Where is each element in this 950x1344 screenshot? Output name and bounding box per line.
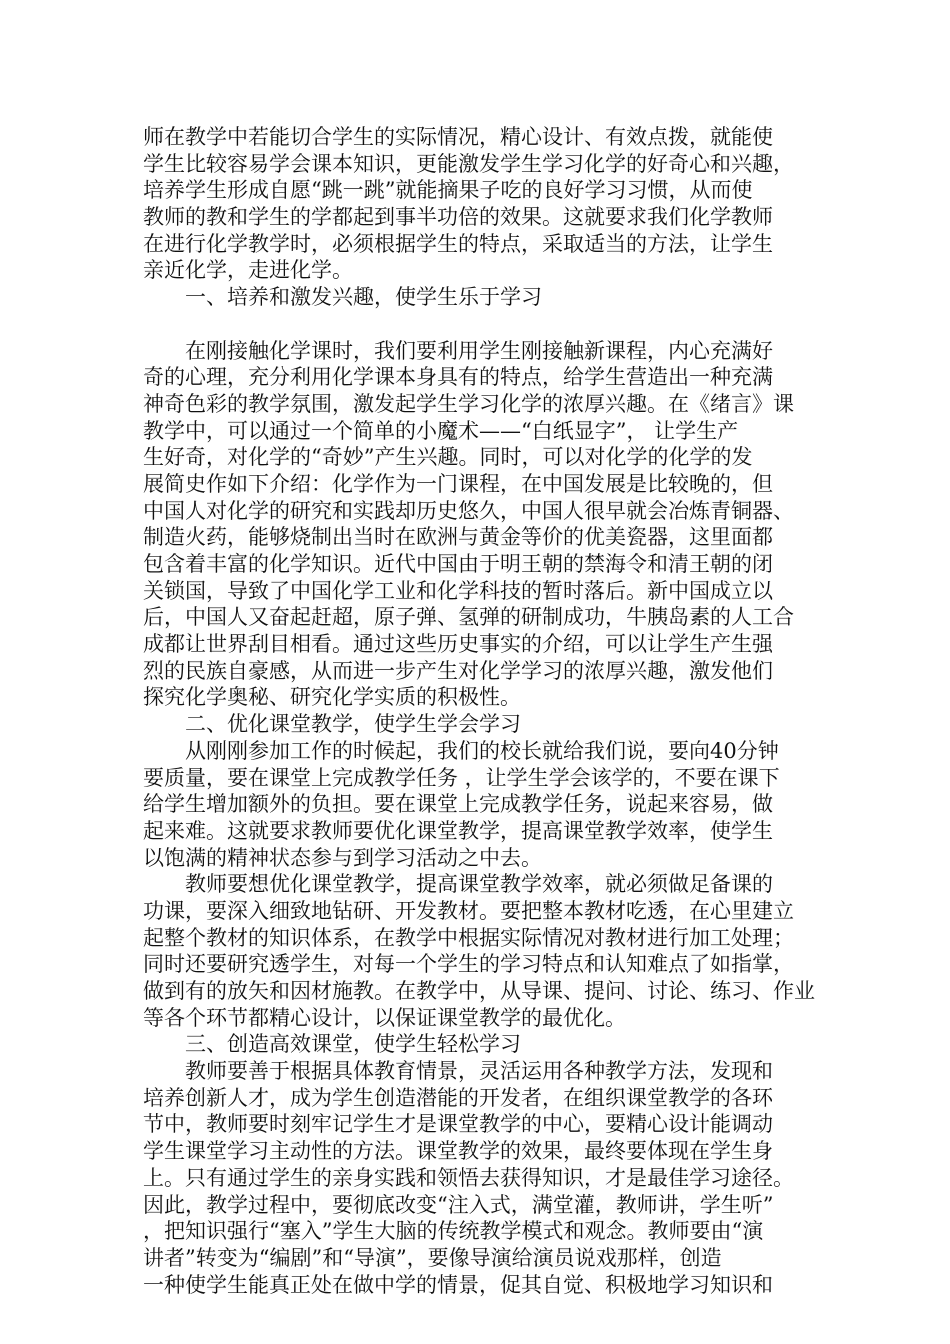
text-line: 等各个环节都精心设计，以保证课堂教学的最优化。 <box>143 1005 626 1030</box>
heading-text: 一、培养和激发兴趣，使学生乐于学习 <box>185 285 542 310</box>
text-line: 同时还要研究透学生，对每一个学生的学习特点和认知难点了如指掌， <box>143 952 794 977</box>
text-line: 亲近化学，走进化学。 <box>143 258 353 283</box>
text-line: 一种使学生能真正处在做中学的情景，促其自觉、积极地学习知识和 <box>143 1272 773 1297</box>
text-line: 要质量，要在课堂上完成教学任务 ，让学生学会该学的，不要在课下 <box>143 765 780 790</box>
text-line: 后，中国人又奋起赶超，原子弹、氢弹的研制成功，牛胰岛素的人工合 <box>143 605 794 630</box>
text-line: 从刚刚参加工作的时候起，我们的校长就给我们说，要向40分钟 <box>185 738 779 763</box>
text-line: 给学生增加额外的负担。要在课堂上完成教学任务，说起来容易，做 <box>143 792 773 817</box>
text-line: 奇的心理，充分利用化学课本身具有的特点，给学生营造出一种充满 <box>143 365 773 390</box>
text-line: 包含着丰富的化学知识。近代中国由于明王朝的禁海令和清王朝的闭 <box>143 552 773 576</box>
heading-text: 三、创造高效课堂，使学生轻松学习 <box>185 1032 521 1057</box>
text-line: 烈的民族自豪感，从而进一步产生对化学学习的浓厚兴趣，激发他们 <box>143 658 773 683</box>
body-paragraph-4 <box>143 1058 817 1298</box>
text-line: 在进行化学教学时，必须根据学生的特点，采取适当的方法，让学生 <box>143 231 773 256</box>
text-line: 讲者”转变为“编剧”和“导演”，要像导演给演员说戏那样，创造 <box>143 1245 722 1270</box>
text-line: 探究化学奥秘、研究化学实质的积极性。 <box>143 685 521 710</box>
text-line: 中国人对化学的研究和实践却历史悠久，中国人很早就会冶炼青铜器、 <box>143 498 794 523</box>
text-line: 成都让世界刮目相看。通过这些历史事实的介绍，可以让学生产生强 <box>143 632 773 657</box>
body-paragraph-1 <box>143 338 817 712</box>
text-line: 展简史作如下介绍：化学作为一门课程，在中国发展是比较晚的，但 <box>143 471 773 496</box>
body-paragraph-3 <box>143 871 817 1031</box>
heading-text: 二、优化课堂教学，使学生学会学习 <box>185 712 521 737</box>
text-line: 关锁国，导致了中国化学工业和化学科技的暂时落后。新中国成立以 <box>143 578 773 603</box>
intro-paragraph <box>143 124 817 284</box>
text-line: 因此，教学过程中，要彻底改变“注入式，满堂灌，教师讲，学生听” <box>143 1192 774 1217</box>
text-line: 起整个教材的知识体系，在教学中根据实际情况对教材进行加工处理； <box>143 925 794 950</box>
text-line: 教师的教和学生的学都起到事半功倍的效果。这就要求我们化学教师 <box>143 205 773 230</box>
text-line: 起来难。这就要求教师要优化课堂教学，提高课堂教学效率，使学生 <box>143 818 773 843</box>
section-heading-3 <box>143 1031 817 1058</box>
section-heading-1 <box>143 284 817 311</box>
section-heading-2 <box>143 711 817 738</box>
text-line: 功课，要深入细致地钻研、开发教材。要把整本教材吃透，在心里建立 <box>143 898 794 923</box>
text-line: 学生课堂学习主动性的方法。课堂教学的效果，最终要体现在学生身 <box>143 1139 773 1164</box>
text-line: 神奇色彩的教学氛围，激发起学生学习化学的浓厚兴趣。在《绪言》课 <box>143 391 794 416</box>
text-line: 师在教学中若能切合学生的实际情况，精心设计、有效点拨，就能使 <box>143 125 773 149</box>
text-line: 在刚接触化学课时，我们要利用学生刚接触新课程，内心充满好 <box>185 338 773 363</box>
blank-line <box>143 311 817 338</box>
text-line: 教师要想优化课堂教学，提高课堂教学效率，就必须做足备课的 <box>185 872 773 897</box>
text-line: 上。只有通过学生的亲身实践和领悟去获得知识，才是最佳学习途径。 <box>143 1165 794 1190</box>
text-line: ，把知识强行“塞入”学生大脑的传统教学模式和观念。教师要由“演 <box>143 1219 764 1244</box>
text-line: 培养创新人才，成为学生创造潜能的开发者，在组织课堂教学的各环 <box>143 1085 773 1110</box>
text-line: 生好奇，对化学的“奇妙”产生兴趣。同时，可以对化学的化学的发 <box>143 445 753 470</box>
text-line: 节中，教师要时刻牢记学生才是课堂教学的中心，要精心设计能调动 <box>143 1112 773 1137</box>
body-paragraph-2 <box>143 738 817 871</box>
document-body <box>143 124 817 1298</box>
text-line: 制造火药，能够烧制出当时在欧洲与黄金等价的优美瓷器，这里面都 <box>143 525 773 550</box>
text-line: 教师要善于根据具体教育情景，灵活运用各种教学方法，发现和 <box>185 1059 773 1084</box>
text-line: 以饱满的精神状态参与到学习活动之中去。 <box>143 845 542 870</box>
text-line: 学生比较容易学会课本知识，更能激发学生学习化学的好奇心和兴趣， <box>143 151 794 176</box>
text-line: 培养学生形成自愿“跳一跳”就能摘果子吃的良好学习习惯，从而使 <box>143 178 753 203</box>
text-line: 教学中，可以通过一个简单的小魔术——“白纸显字”， 让学生产 <box>143 418 739 443</box>
text-line: 做到有的放矢和因材施教。在教学中，从导课、提问、讨论、练习、作业 <box>143 979 815 1003</box>
